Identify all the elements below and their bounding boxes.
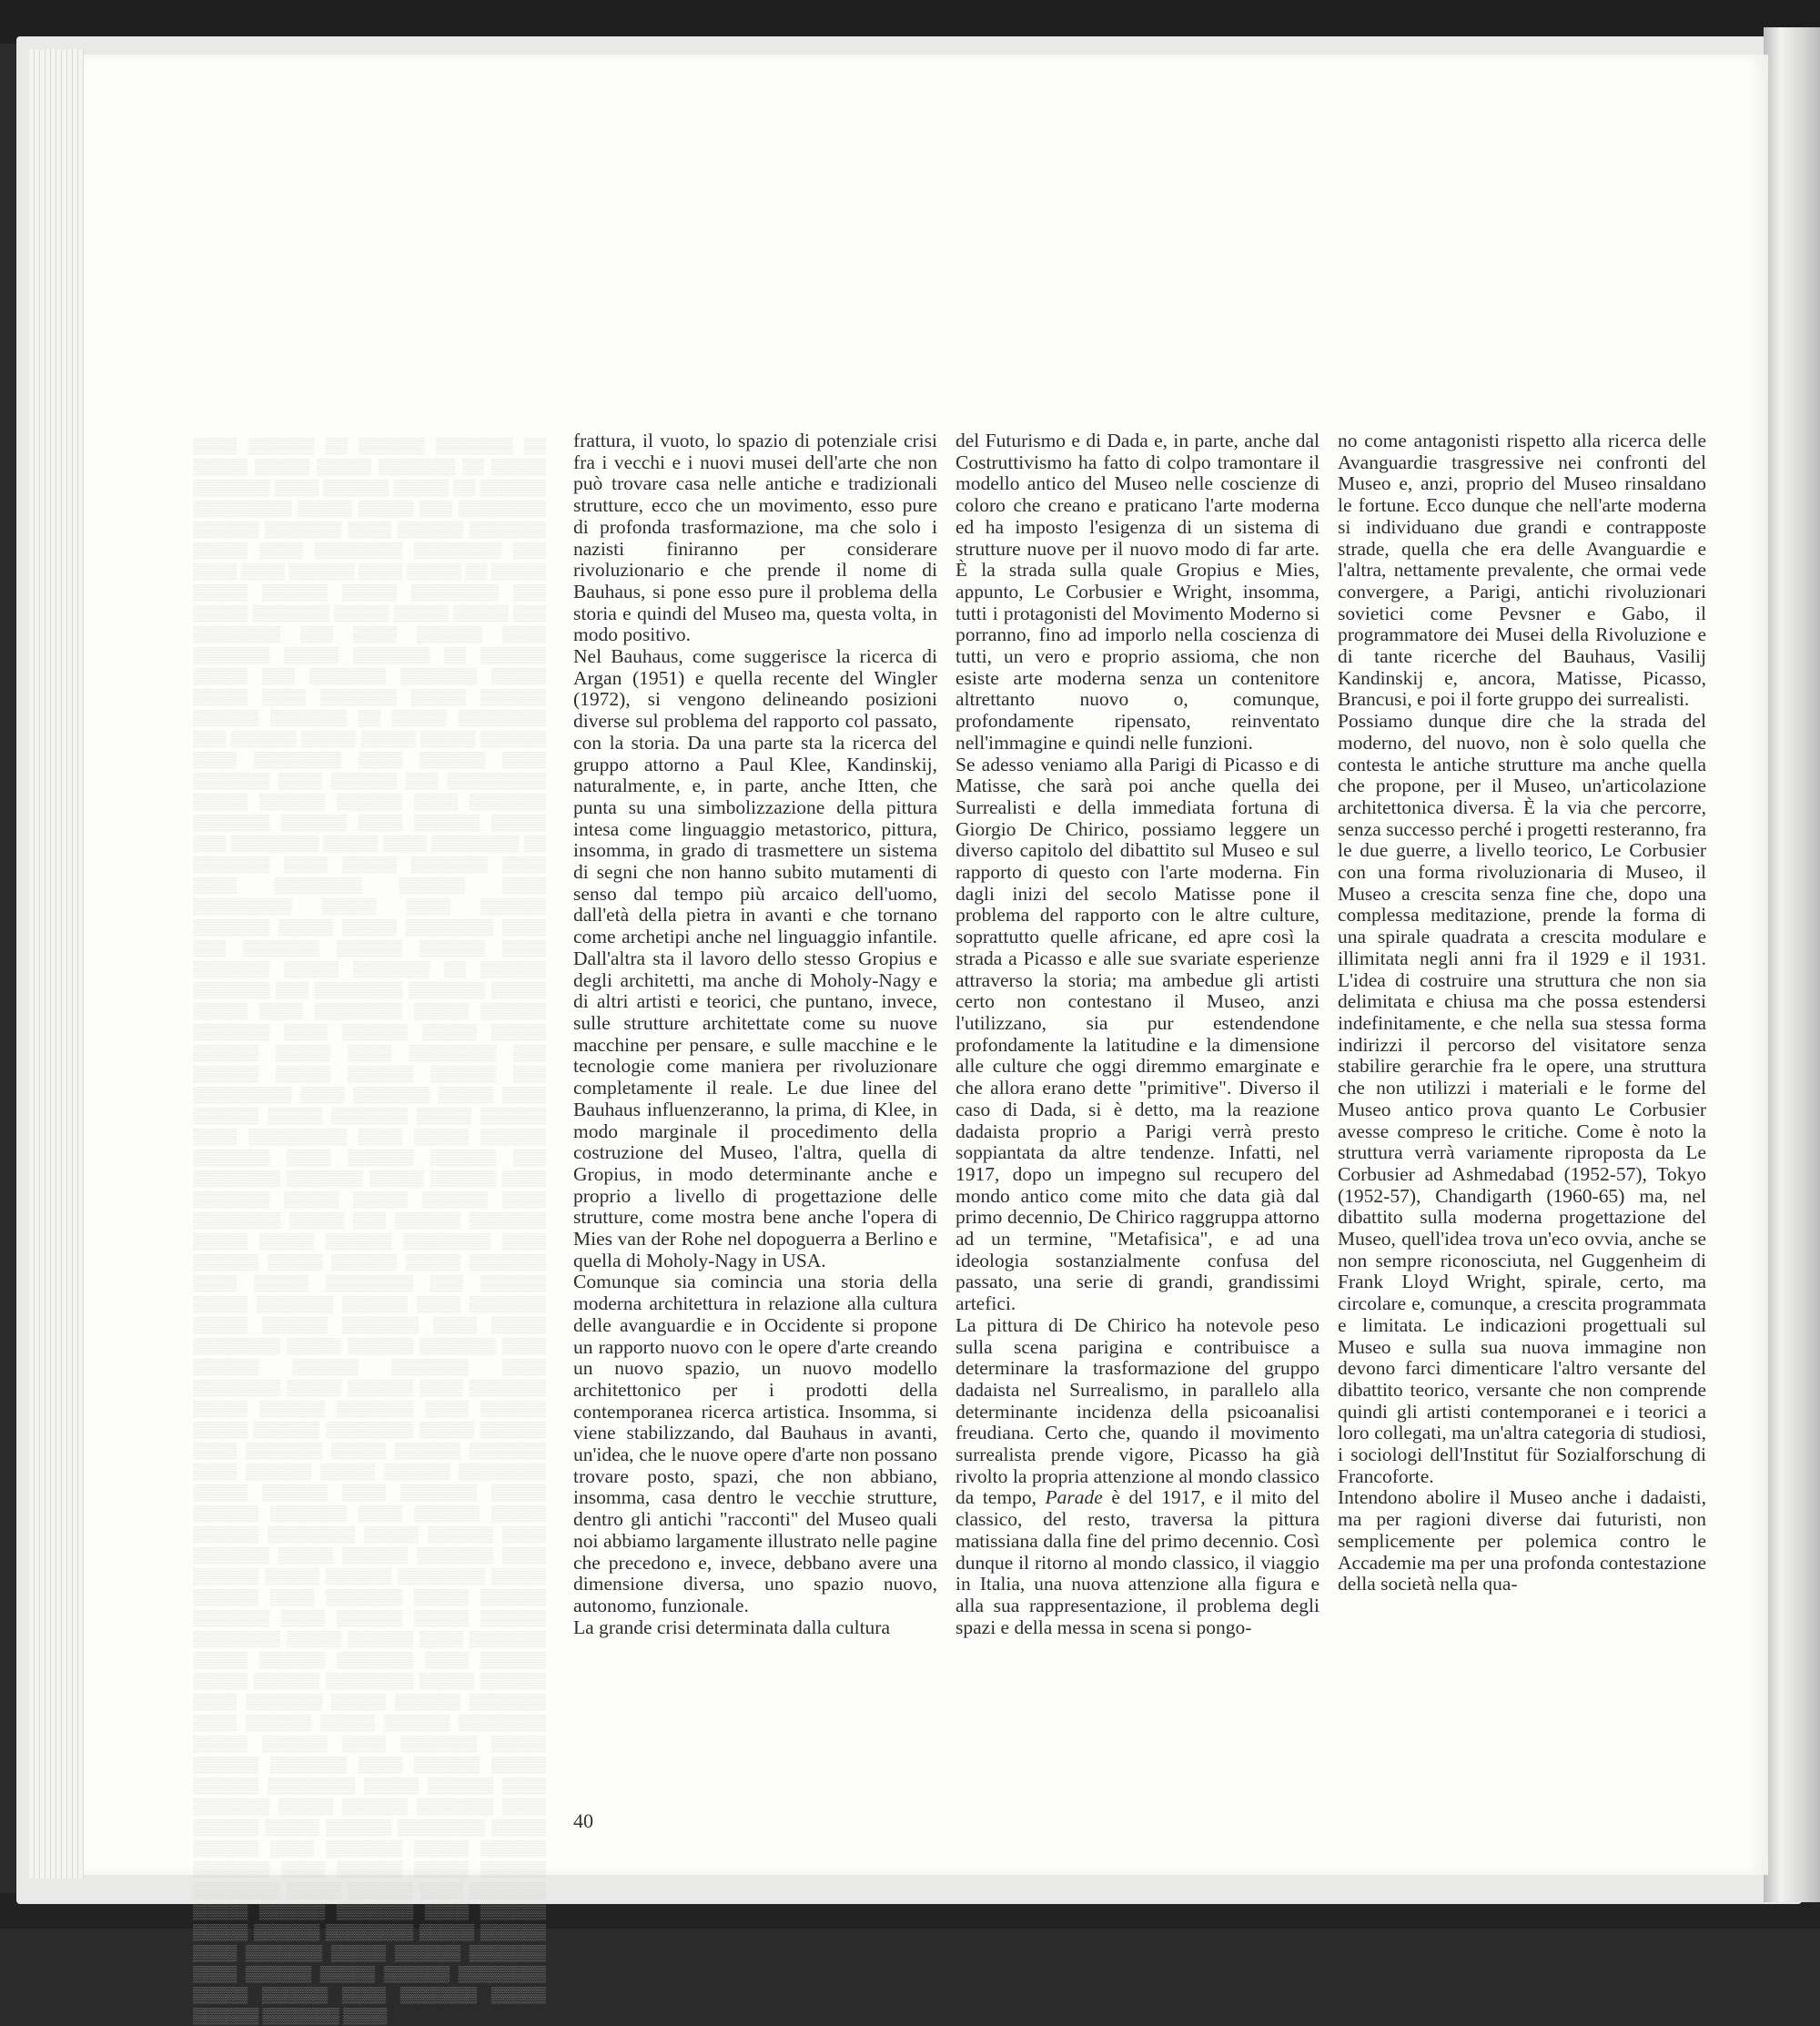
page-number: 40 [573, 1809, 593, 1832]
paragraph: frattura, il vuoto, lo spazio di potenziale crisi fra i vecchi e i nuovi musei dell'arte che non può trovare casa nelle antiche e tradizionali strutture, ecco che un movimento, esso pure di profonda trasformazione, ma che solo i nazisti finiranno per considerare rivoluzionario e che prende il nome di Bauhaus, si pone esso pure il problema della storia e quindi del Museo ma, questa volta, in modo positivo. [573, 430, 937, 646]
text-column-3 [1338, 431, 1706, 1595]
facing-page-edge [1764, 27, 1820, 1902]
paragraph: La grande crisi determinata dalla cultura [573, 1616, 891, 1638]
page-stack-edges [29, 49, 84, 1879]
paragraph: Possiamo dunque dire che la strada del moderno, del nuovo, non è solo quella che contesta le antiche strutture ma anche quella che propone, per il Museo, un'articolazione architettonica diversa. È la via che percorre, senza successo perché i progetti resteranno, fra le due guerre, a livello teorico, Le Corbusier con una forma rivoluzionaria di Museo, il Museo a crescita senza fine che, dopo una complessa meditazione, prende la forma di una spirale quadrata a crescita modulare e illimitata negli anni fra il 1929 e il 1931. L'idea di costruire una struttura che non sia delimitata e chiusa ma che possa estendersi indefinitamente, e che nella sua stessa forma indirizzi il percorso del visitatore senza stabilire gerarchie fra le opere, una struttura che non utilizzi i materiali e le forme del Museo antico prova quanto Le Corbusier avesse compreso le critiche. Come è noto la struttura verrà variamente riproposta da Le Corbusier ad Ashmedabad (1952-57), Tokyo (1952-57), Chandigarth (1960-65) ma, nel dibattito sulla moderna progettazione del Museo, quell'idea trova un'eco ovvia, anche se non sempre riconosciuta, nel Guggenheim di Frank Lloyd Wright, spirale, certo, ma circolare e, comunque, a crescita programmata e limitata. Le indicazioni progettuali sul Museo e sulla sua nuova immagine non devono farci dimenticare l'altro versante del dibattito teorico, versante che non comprende quindi gli artisti contemporanei e i teorici a loro collegati, ma un'altra categoria di studiosi, i sociologi dell'Institut für Sozialforschung di Francoforte. [1338, 710, 1706, 1487]
paragraph: Intendono abolire il Museo anche i dadaisti, ma per ragioni diverse dai futuristi, non semplicemente per polemica contro le Accademie ma per una profonda contestazione della società nella qua- [1338, 1486, 1706, 1595]
text-column-1 [573, 431, 937, 1638]
paragraph: La pittura di De Chirico ha notevole peso sulla scena parigina e contribuisce a determinare la trasformazione del gruppo dadaista nel Surrealismo, in parallelo alla determinante incidenza della psicoanalisi freudiana. Certo che, quando il movimento surrealista prende vigore, Picasso ha già rivolto la propria attenzione al mondo classico da tempo, Parade è del 1917, e il mito del classico, del resto, traversa la pittura matissiana dalla fine del primo decennio. Così dunque il ritorno al mondo classico, il viaggio in Italia, una nuova attenzione alla figura e alla sua rappresentazione, il problema degli spazi e della messa in scena si pongo- [956, 1313, 1320, 1638]
paragraph: Comunque sia comincia una storia della moderna architettura in relazione alla cultura delle avanguardie e in Occidente si propone un rapporto nuovo con le opere d'arte creando un nuovo spazio, un nuovo modello architettonico per i prodotti della contemporanea ricerca artistica. Insomma, si viene stabilizzando, dal Bauhaus in avanti, un'idea, che le nuove opere d'arte non possano trovare posto, spazi, che non abbiano, insomma, casa dentro le vecchie strutture, dentro gli antichi "racconti" del Museo quali noi abbiamo largamente illustrato nelle pagine che precedono e, invece, debbano avere una dimensione diversa, uno spazio nuovo, autonomo, funzionale. [573, 1271, 937, 1616]
paragraph: no come antagonisti rispetto alla ricerca delle Avanguardie trasgressive nei confronti del Museo e, anzi, proprio del Museo rinsaldano le fortune. Ecco dunque che nell'arte moderna si individuano due grandi e contrapposte strade, quella che era delle Avanguardie e l'altra, nettamente prevalente, che ormai vede convergere, a Parigi, antichi rivoluzionari sovietici come Pevsner e Gabo, il programmatore dei Musei della Rivoluzione e di tante ricerche del Bauhaus, Vasilij Kandinskij e, ancora, Matisse, Picasso, Brancusi, e poi il forte gruppo dei surrealisti. [1338, 430, 1706, 711]
paragraph: Se adesso veniamo alla Parigi di Picasso e di Matisse, che sarà poi anche quella dei Surrealisti e della immediata fortuna di Giorgio De Chirico, possiamo leggere un diverso capitolo del dibattito sul Museo e sul rapporto di questo con l'arte moderna. Fin dagli inizi del secolo Matisse pone il problema del rapporto con le altre culture, soprattutto quelle africane, ed apre così la strada a Picasso e alle sue svariate esperienze attraverso la storia; ma ambedue gli artisti certo non contestano il Museo, anzi l'utilizzano, sia pur estendendone profondamente la latitudine e la dimensione alle culture che oggi diremmo emarginate e che allora erano dette "primitive". Diverso il caso di Dada, si è detto, ma la reazione dadaista proprio a Parigi verrà presto soppiantata da altre tendenze. Infatti, nel 1917, dopo un impegno sul recupero del mondo antico come mito che data già dal primo decennio, De Chirico raggruppa attorno ad un termine, "Metafisica", e ad una ideologia sostanzialmente confusa del passato, una serie di grandi, grandissimi artefici. [956, 753, 1320, 1315]
show-through-text: ▒▒▒▒ ▒▒▒▒▒▒ ▒▒ ▒▒▒▒▒▒ ▒▒▒▒▒▒▒ ▒▒ ▒▒▒▒▒ ▒▒▒▒▒ ▒▒▒▒▒ ▒▒▒▒▒▒▒ ▒▒ ▒▒▒▒▒ ▒▒▒▒▒▒▒ ▒▒▒▒ ▒▒▒▒▒▒ ▒▒▒▒▒ ▒▒ ▒▒▒▒▒▒ ▒▒▒▒▒▒▒▒▒ ▒▒▒▒▒ ▒▒▒▒▒ ▒▒▒ ▒▒▒▒▒▒▒▒ ▒▒▒▒▒▒ ▒▒▒▒▒▒▒ ▒▒▒▒ ▒▒▒▒▒▒ ▒▒▒▒▒▒▒ ▒▒▒▒▒ ▒▒▒▒ ▒▒▒▒▒▒▒▒ ▒▒▒▒▒▒▒▒ ▒▒▒ ▒▒▒▒ ▒▒▒▒ ▒▒▒▒▒▒ ▒▒▒▒ ▒▒▒▒▒ ▒▒ ▒▒▒▒▒ ▒▒▒▒▒ ▒▒▒▒▒▒ ▒▒▒▒▒ ▒▒▒▒▒▒▒▒ ▒▒▒ ▒▒▒▒▒ ▒▒▒▒▒▒▒ ▒▒▒▒▒ ▒▒▒▒▒ ▒▒▒▒▒ ▒▒▒ ▒▒▒▒▒▒▒▒ ▒▒▒ ▒▒▒▒ ▒▒▒▒▒▒ ▒▒▒▒ ▒▒▒▒▒▒▒ ▒▒▒▒▒ ▒▒▒▒▒▒▒ ▒▒ ▒▒▒▒▒▒ ▒▒▒▒▒ ▒▒▒ ▒▒▒▒▒▒▒ ▒▒▒▒▒▒▒ ▒▒▒▒▒ ▒▒▒▒▒ ▒▒▒▒ ▒▒▒▒▒▒▒ ▒▒▒▒▒ ▒▒▒▒▒▒ ▒▒▒▒▒▒ ▒▒▒▒▒▒▒ ▒▒ ▒▒▒▒▒ ▒▒▒▒▒▒▒▒ ▒▒▒ ▒▒▒▒▒▒ ▒▒▒▒▒ ▒▒▒▒▒ ▒▒▒▒▒ ▒▒▒▒▒▒ ▒▒▒▒ ▒▒▒▒▒▒▒▒ ▒▒▒▒ ▒▒▒▒▒▒ ▒▒▒▒ ▒▒▒▒▒▒▒ ▒▒▒▒ ▒▒▒▒▒▒ ▒▒▒ ▒▒▒▒▒▒▒▒▒ ▒▒▒▒▒ ▒▒▒▒▒▒ ▒▒▒▒▒▒ ▒▒▒▒ ▒▒▒▒▒▒▒ ▒▒▒▒▒▒▒ ▒▒▒▒▒▒ ▒▒▒▒ ▒▒▒▒▒▒ ▒▒▒▒▒ ▒▒▒ ▒▒▒▒▒▒▒▒ ▒▒▒▒▒ ▒▒▒▒ ▒▒▒▒▒▒▒▒ ▒▒ ▒▒▒▒▒▒▒ ▒▒▒▒ ▒▒▒▒▒ ▒▒▒▒▒▒▒ ▒▒▒▒ ▒▒▒▒ ▒▒▒▒▒▒▒▒ ▒▒▒▒▒▒ ▒▒▒▒ ▒▒▒▒▒▒▒▒▒ ▒▒▒▒▒ ▒▒▒▒ ▒▒▒▒▒▒ ▒▒▒▒▒▒▒ ▒▒▒▒▒ ▒▒▒▒▒ ▒▒▒▒▒▒▒▒ ▒▒▒▒ ▒▒▒ ▒▒▒▒▒▒▒ ▒▒▒▒▒▒ ▒▒▒▒▒▒ ▒▒▒▒ ▒▒▒▒▒▒▒ ▒▒▒▒▒ ▒▒▒▒▒▒▒ ▒▒ ▒▒▒▒▒▒ ▒▒▒▒▒▒▒ ▒▒▒ ▒▒▒▒▒▒▒▒ ▒▒▒▒▒▒▒ ▒▒▒▒▒ ▒▒▒▒▒ ▒▒▒▒ ▒▒▒▒▒▒▒▒ ▒▒▒▒▒ ▒▒▒▒▒▒ ▒▒▒▒▒▒▒ ▒▒▒▒ ▒▒▒▒▒▒ ▒▒▒▒▒ ▒▒▒▒▒ ▒▒▒▒▒▒ ▒▒▒▒▒ ▒▒▒▒ ▒▒▒▒▒▒▒▒ ▒▒▒ ▒▒▒▒▒▒ ▒▒▒▒▒ ▒▒▒▒▒▒ ▒▒▒▒▒▒ ▒▒▒ ▒▒▒▒▒▒▒▒▒ ▒▒▒▒ ▒▒▒▒▒▒▒ ▒▒▒▒▒ ▒▒▒▒ ▒▒▒▒▒▒ ▒▒▒▒▒ ▒▒▒▒▒▒▒ ▒▒▒▒▒ ▒▒▒▒▒▒ ▒▒▒▒ ▒▒▒▒▒▒▒▒▒ ▒▒▒▒ ▒▒▒▒▒ ▒▒▒▒▒▒ ▒▒▒▒▒▒▒ ▒▒▒▒ ▒▒▒▒▒▒ ▒▒▒▒▒▒ ▒▒▒ ▒▒▒▒▒▒▒▒ ▒▒▒▒▒▒▒ ▒▒▒▒▒ ▒▒▒▒▒▒ ▒▒▒▒ ▒▒▒▒▒▒▒ ▒▒▒▒▒ ▒▒▒▒▒ ▒▒▒▒▒▒ ▒▒▒▒ ▒▒▒▒▒▒▒▒ ▒▒▒▒▒ ▒▒▒ ▒▒▒▒▒▒ ▒▒▒▒▒▒▒ ▒▒▒▒▒ ▒▒▒▒▒ ▒▒▒▒▒▒ ▒▒▒▒▒▒▒▒ ▒▒▒▒ ▒▒▒▒▒▒ ▒▒▒▒▒ ▒▒▒▒▒▒ ▒▒▒▒▒ ▒▒▒▒▒▒▒ ▒▒▒▒ ▒▒▒▒▒ ▒▒▒▒▒▒▒▒ ▒▒▒ ▒▒▒▒▒▒ ▒▒▒▒▒ ▒▒▒▒▒▒▒ ▒▒▒▒▒▒ ▒▒▒▒ ▒▒▒▒▒▒▒ ▒▒▒▒▒ ▒▒▒▒▒▒ ▒▒▒▒▒▒▒ ▒▒▒▒ ▒▒▒▒▒ ▒▒▒▒▒▒▒▒ ▒▒▒▒▒ ▒▒▒▒▒▒ ▒▒▒▒▒▒▒ ▒▒▒▒ ▒▒▒▒▒▒ ▒▒▒▒▒▒ ▒▒▒▒▒▒▒ ▒▒▒▒ ▒▒▒▒▒▒▒▒ ▒▒▒▒▒ ▒▒▒▒▒▒ ▒▒▒▒ ▒▒▒▒▒▒▒ ▒▒▒▒▒ ▒▒▒▒▒▒ ▒▒▒▒▒▒▒ ▒▒▒▒ ▒▒▒▒▒▒ ▒▒▒▒▒ ▒▒▒▒▒▒ ▒▒▒▒▒▒▒▒ ▒▒▒▒▒ ▒▒▒▒▒▒ ▒▒▒▒ ▒▒▒▒▒▒▒ ▒▒▒▒▒ ▒▒▒▒▒▒ ▒▒▒▒▒▒▒ ▒▒▒▒ ▒▒▒▒▒▒ ▒▒▒▒▒ ▒▒▒▒▒▒ ▒▒▒▒▒▒▒▒ ▒▒▒▒▒ ▒▒▒▒▒▒ ▒▒▒▒ ▒▒▒▒▒▒▒ ▒▒▒▒▒ ▒▒▒▒▒▒ ▒▒▒▒▒▒▒ ▒▒▒▒ ▒▒▒▒▒▒ ▒▒▒▒▒ ▒▒▒▒▒▒ ▒▒▒▒▒▒▒▒ ▒▒▒▒▒ ▒▒▒▒▒▒ ▒▒▒▒ ▒▒▒▒▒▒▒ ▒▒▒▒▒ ▒▒▒▒▒▒ ▒▒▒▒▒▒▒ ▒▒▒▒ ▒▒▒▒▒▒ ▒▒▒▒▒ ▒▒▒▒▒▒ ▒▒▒▒▒▒▒▒ ▒▒▒▒▒ ▒▒▒▒▒▒ ▒▒▒▒ ▒▒▒▒▒▒▒ ▒▒▒▒▒ ▒▒▒▒▒▒ ▒▒▒▒▒▒▒ ▒▒▒▒ ▒▒▒▒▒▒ ▒▒▒▒▒ ▒▒▒▒▒▒ ▒▒▒▒▒▒▒▒ ▒▒▒▒▒ ▒▒▒▒▒▒ ▒▒▒▒ ▒▒▒▒▒▒▒ ▒▒▒▒▒ ▒▒▒▒▒▒ ▒▒▒▒▒▒▒ ▒▒▒▒ ▒▒▒▒▒▒ ▒▒▒▒▒ ▒▒▒▒▒▒ ▒▒▒▒▒▒▒▒ ▒▒▒▒▒ ▒▒▒▒▒▒ ▒▒▒▒ ▒▒▒▒▒▒▒ ▒▒▒▒▒ ▒▒▒▒▒▒ ▒▒▒▒▒▒▒ ▒▒▒▒ ▒▒▒▒▒▒ ▒▒▒▒▒ ▒▒▒▒▒▒ ▒▒▒▒▒▒▒▒ ▒▒▒▒▒ ▒▒▒▒▒▒ ▒▒▒▒ ▒▒▒▒▒▒▒ ▒▒▒▒▒ ▒▒▒▒▒▒ ▒▒▒▒▒▒▒ ▒▒▒▒ ▒▒▒▒▒▒ ▒▒▒▒▒ ▒▒▒▒▒▒ ▒▒▒▒▒▒▒▒ ▒▒▒▒▒ ▒▒▒▒▒▒ ▒▒▒▒ ▒▒▒▒▒▒▒ ▒▒▒▒▒ ▒▒▒▒▒▒ ▒▒▒▒▒▒▒ ▒▒▒▒ ▒▒▒▒▒▒ ▒▒▒▒▒ ▒▒▒▒▒▒ ▒▒▒▒▒▒▒▒ ▒▒▒▒▒ ▒▒▒▒▒▒ ▒▒▒▒ ▒▒▒▒▒▒▒ ▒▒▒▒▒ ▒▒▒▒▒▒ ▒▒▒▒▒▒▒ ▒▒▒▒ ▒▒▒▒▒▒ ▒▒▒▒▒ ▒▒▒▒▒▒ ▒▒▒▒▒▒▒▒ ▒▒▒▒▒ ▒▒▒▒▒▒ ▒▒▒▒ ▒▒▒▒▒▒▒ ▒▒▒▒▒ ▒▒▒▒▒▒ ▒▒▒▒▒▒▒ ▒▒▒▒ ▒▒▒▒▒▒ ▒▒▒▒▒ ▒▒▒▒▒▒ ▒▒▒▒▒▒▒▒ ▒▒▒▒▒ ▒▒▒▒▒▒ ▒▒▒▒ ▒▒▒▒▒▒▒ ▒▒▒▒▒ ▒▒▒▒▒▒ ▒▒▒▒▒▒▒ ▒▒▒▒ ▒▒▒▒▒▒ ▒▒▒▒▒ ▒▒▒▒▒▒ ▒▒▒▒▒▒▒▒ ▒▒▒▒▒ ▒▒▒▒▒▒ ▒▒▒▒ ▒▒▒▒▒▒▒ ▒▒▒▒▒ ▒▒▒▒▒▒ ▒▒▒▒▒▒▒ ▒▒▒▒ [193, 437, 546, 2024]
paragraph: del Futurismo e di Dada e, in parte, anche dal Costruttivismo ha fatto di colpo tramontare il modello antico del Museo nelle coscienze di coloro che creano e praticano l'arte moderna ed ha imposto l'esigenza di un sistema di strutture nuove per il nuovo modo di far arte. È la strada sulla quale Gropius e Mies, appunto, Le Corbusier e Wright, insomma, tutti i protagonisti del Movimento Moderno si porranno, fino ad imporlo nella coscienza di tutti, un vero e proprio assioma, che non esiste arte moderna senza un contenitore altrettanto nuovo o, comunque, profondamente ripensato, reinventato nell'immagine e quindi nelle funzioni. [956, 430, 1320, 754]
text-column-2 [956, 431, 1320, 1638]
paragraph: Nel Bauhaus, come suggerisce la ricerca di Argan (1951) e quella recente del Wingler (1972), si vengono delineando posizioni diverse sul problema del rapporto col passato, con la storia. Da una parte sta la ricerca del gruppo attorno a Paul Klee, Kandinskij, naturalmente, e, in parte, anche Itten, che punta su una simbolizzazione della pittura intesa come linguaggio metastorico, pittura, insomma, in grado di trasmettere un sistema di segni che non hanno subito mutamenti di senso dal tempo più arcaico dell'uomo, dall'età della pietra in avanti e che tornano come archetipi anche nel linguaggio infantile. Dall'altra sta il lavoro dello stesso Gropius e degli architetti, ma anche di Moholy-Nagy e di altri artisti e teorici, che puntano, invece, sulle strutture architettate come su nuove macchine per pensare, e sulle macchine e le tecnologie come maniera per rivoluzionare completamente il reale. Le due linee del Bauhaus influenzeranno, la prima, di Klee, in modo marginale il procedimento della costruzione del Museo, l'altra, quella di Gropius, in modo determinante anche e proprio a livello di progettazione delle strutture, come mostra bene anche l'opera di Mies van der Rohe nel dopoguerra a Berlino e quella di Moholy-Nagy in USA. [573, 645, 937, 1271]
